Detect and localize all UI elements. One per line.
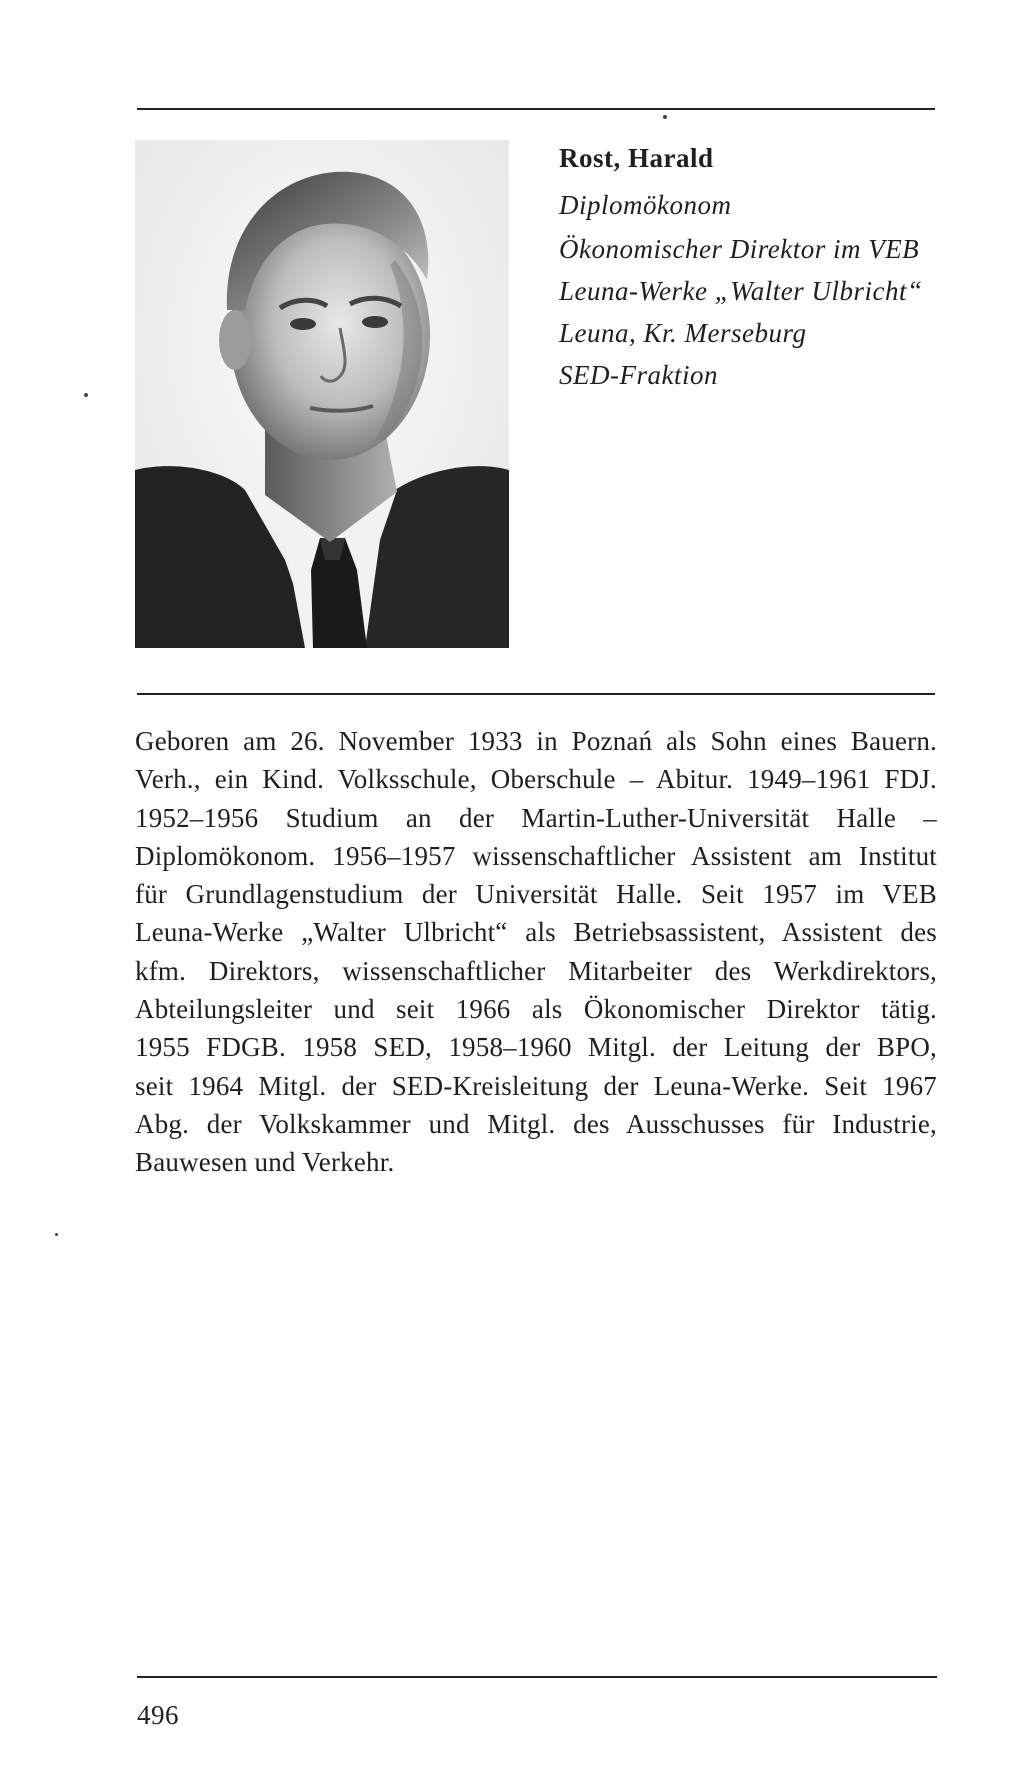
entry-header: [559, 140, 949, 398]
biography-line: Diplomökonom. 1956–1957 wissenschaftlicher Assistent am Institut: [135, 840, 937, 871]
biography-line: für Grundlagenstudium der Universität Halle. Seit 1957 im VEB: [135, 879, 937, 910]
biography-line: seit 1964 Mitgl. der SED-Kreisleitung der Leuna-Werke. Seit 1967: [135, 1070, 937, 1101]
biography-line: 1955 FDGB. 1958 SED, 1958–1960 Mitgl. der Leitung der BPO,: [135, 1032, 937, 1063]
biography-line: Geboren am 26. November 1933 in Poznań als Sohn eines Bauern.: [135, 726, 937, 756]
print-speck: [84, 393, 88, 397]
biography-line: Abg. der Volkskammer und Mitgl. des Ausschusses für Industrie,: [135, 1108, 937, 1139]
academic-degree: Diplomökonom: [559, 190, 732, 220]
biography-line: Bauwesen und Verkehr.: [135, 1147, 395, 1178]
biography-line: Leuna-Werke „Walter Ulbricht“ als Betriebsassistent, Assistent des: [135, 917, 937, 948]
faction: SED-Fraktion: [559, 360, 718, 390]
biography-line: Abteilungsleiter und seit 1966 als Ökonomischer Direktor tätig.: [135, 994, 937, 1025]
middle-rule: [137, 693, 935, 695]
biography-line: Verh., ein Kind. Volksschule, Oberschule – Abitur. 1949–1961 FDJ.: [135, 764, 937, 795]
print-speck: [55, 1233, 58, 1236]
bottom-rule: [137, 1676, 937, 1678]
person-name: Rost, Harald: [559, 143, 714, 173]
position-line-1: Ökonomischer Direktor im VEB: [559, 234, 920, 264]
biography-line: 1952–1956 Studium an der Martin-Luther-Universität Halle –: [135, 802, 937, 833]
portrait-icon: [135, 140, 509, 648]
biography-text: [135, 722, 937, 1182]
location: Leuna, Kr. Merseburg: [559, 318, 807, 348]
position-line-2: Leuna-Werke „Walter Ulbricht“: [559, 276, 923, 306]
biography-line: kfm. Direktors, wissenschaftlicher Mitarbeiter des Werkdirektors,: [135, 955, 937, 986]
page-number: 496: [137, 1700, 179, 1730]
top-rule: [137, 108, 935, 110]
portrait-photo: [135, 140, 509, 648]
print-speck: [663, 115, 667, 119]
